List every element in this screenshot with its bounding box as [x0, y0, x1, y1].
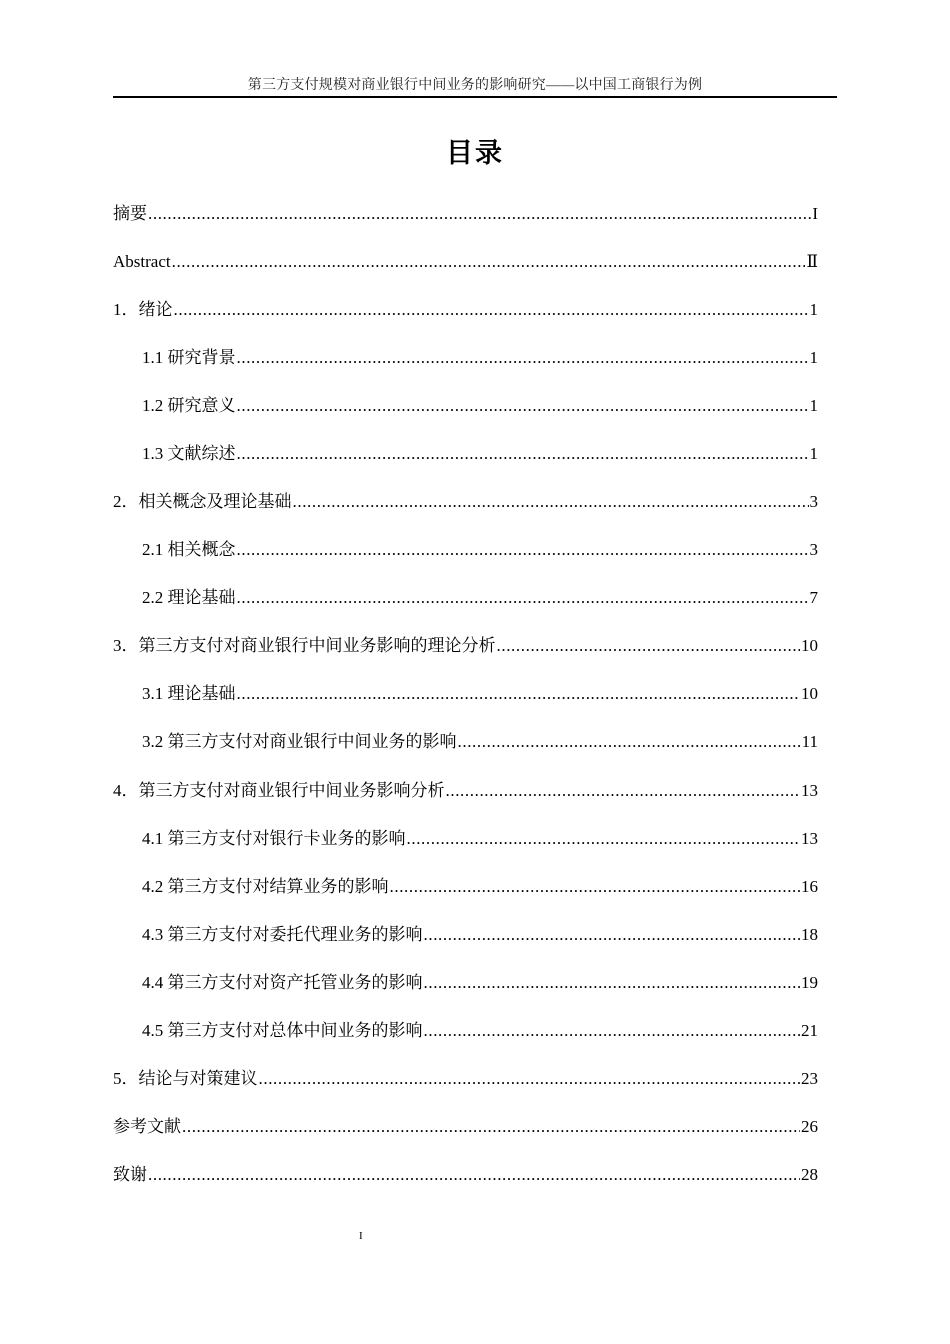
toc-entry-abstract-en[interactable]	[113, 251, 818, 273]
toc-entry-page: 13	[801, 781, 818, 800]
toc-entry-page: I	[812, 204, 818, 223]
toc-entry-references[interactable]	[113, 1116, 818, 1138]
dot-leader	[237, 395, 809, 417]
toc-entry-label: 参考文献	[113, 1117, 181, 1136]
dot-leader	[172, 251, 806, 273]
toc-entry-label: 1.3 文献综述	[142, 444, 236, 463]
toc-entry-section-4-2[interactable]	[142, 876, 818, 898]
toc-entry-section-4-1[interactable]	[142, 828, 818, 850]
dot-leader	[458, 731, 801, 753]
toc-entry-page: 1	[809, 396, 818, 415]
toc-entry-section-3-1[interactable]	[142, 683, 818, 705]
toc-entry-section-4-3[interactable]	[142, 924, 818, 946]
toc-entry-page: 23	[801, 1069, 818, 1088]
dot-leader	[424, 1020, 801, 1042]
toc-entry-chapter-4[interactable]	[113, 780, 818, 802]
toc-entry-section-1-3[interactable]	[142, 443, 818, 465]
dot-leader	[237, 539, 809, 561]
dot-leader	[148, 203, 811, 225]
dot-leader	[497, 635, 801, 657]
toc-entry-label: 1．绪论	[113, 300, 173, 319]
toc-entry-label: 致谢	[113, 1165, 147, 1184]
dot-leader	[424, 924, 801, 946]
toc-entry-abstract-cn[interactable]	[113, 203, 818, 225]
dot-leader	[293, 491, 809, 513]
dot-leader	[182, 1116, 800, 1138]
toc-entry-page: 1	[809, 444, 818, 463]
dot-leader	[424, 972, 801, 994]
dot-leader	[174, 299, 809, 321]
dot-leader	[259, 1068, 801, 1090]
toc-entry-page: 16	[801, 877, 818, 896]
toc-entry-page: 3	[809, 492, 818, 511]
toc-entry-label: 摘要	[113, 204, 147, 223]
toc-entry-page: 13	[801, 829, 818, 848]
toc-entry-section-4-4[interactable]	[142, 972, 818, 994]
toc-entry-label: 3.1 理论基础	[142, 684, 236, 703]
toc-entry-page: 7	[809, 588, 818, 607]
running-header: 第三方支付规模对商业银行中间业务的影响研究——以中国工商银行为例	[247, 78, 703, 93]
dot-leader	[237, 443, 809, 465]
toc-entry-label: 4.5 第三方支付对总体中间业务的影响	[142, 1021, 423, 1040]
toc-entry-label: 4.3 第三方支付对委托代理业务的影响	[142, 925, 423, 944]
toc-entry-page: 1	[809, 300, 818, 319]
toc-entry-label: 2.1 相关概念	[142, 540, 236, 559]
toc-entry-section-4-5[interactable]	[142, 1020, 818, 1042]
toc-entry-page: 1	[809, 348, 818, 367]
dot-leader	[237, 587, 809, 609]
dot-leader	[237, 347, 809, 369]
toc-entry-section-2-2[interactable]	[142, 587, 818, 609]
dot-leader	[148, 1164, 800, 1186]
toc-entry-page: 26	[801, 1117, 818, 1136]
toc-entry-label: 3．第三方支付对商业银行中间业务影响的理论分析	[113, 636, 496, 655]
toc-entry-section-1-1[interactable]	[142, 347, 818, 369]
dot-leader	[237, 683, 801, 705]
toc-entry-label: 4.4 第三方支付对资产托管业务的影响	[142, 973, 423, 992]
toc-entry-acknowledgements[interactable]	[113, 1164, 818, 1186]
toc-entry-section-1-2[interactable]	[142, 395, 818, 417]
dot-leader	[390, 876, 801, 898]
toc-entry-label: 2.2 理论基础	[142, 588, 236, 607]
toc-entry-page: 10	[801, 684, 818, 703]
toc-entry-label: 1.1 研究背景	[142, 348, 236, 367]
toc-entry-page: 3	[809, 540, 818, 559]
dot-leader	[446, 780, 801, 802]
toc-entry-label: 4．第三方支付对商业银行中间业务影响分析	[113, 781, 445, 800]
toc-entry-page: 28	[801, 1165, 818, 1184]
dot-leader	[407, 828, 801, 850]
page-title: 目录	[446, 138, 504, 169]
toc-entry-page: 18	[801, 925, 818, 944]
toc-entry-label: Abstract	[113, 252, 171, 271]
toc-entry-section-2-1[interactable]	[142, 539, 818, 561]
toc-entry-label: 1.2 研究意义	[142, 396, 236, 415]
toc-entry-label: 3.2 第三方支付对商业银行中间业务的影响	[142, 732, 457, 751]
toc-entry-label: 2．相关概念及理论基础	[113, 492, 292, 511]
toc-entry-label: 4.1 第三方支付对银行卡业务的影响	[142, 829, 406, 848]
toc-entry-chapter-2[interactable]	[113, 491, 818, 513]
toc-entry-chapter-5[interactable]	[113, 1068, 818, 1090]
toc-entry-page: 21	[801, 1021, 818, 1040]
toc-entry-page: 19	[801, 973, 818, 992]
toc-entry-chapter-3[interactable]	[113, 635, 818, 657]
toc-entry-chapter-1[interactable]	[113, 299, 818, 321]
toc-entry-label: 4.2 第三方支付对结算业务的影响	[142, 877, 389, 896]
page-number: I	[359, 1230, 363, 1242]
toc-entry-label: 5．结论与对策建议	[113, 1069, 258, 1088]
toc-entry-page: 11	[801, 732, 818, 751]
toc-entry-section-3-2[interactable]	[142, 731, 818, 753]
header-divider	[113, 96, 837, 98]
toc-entry-page: 10	[801, 636, 818, 655]
toc-entry-page: Ⅱ	[806, 252, 818, 271]
